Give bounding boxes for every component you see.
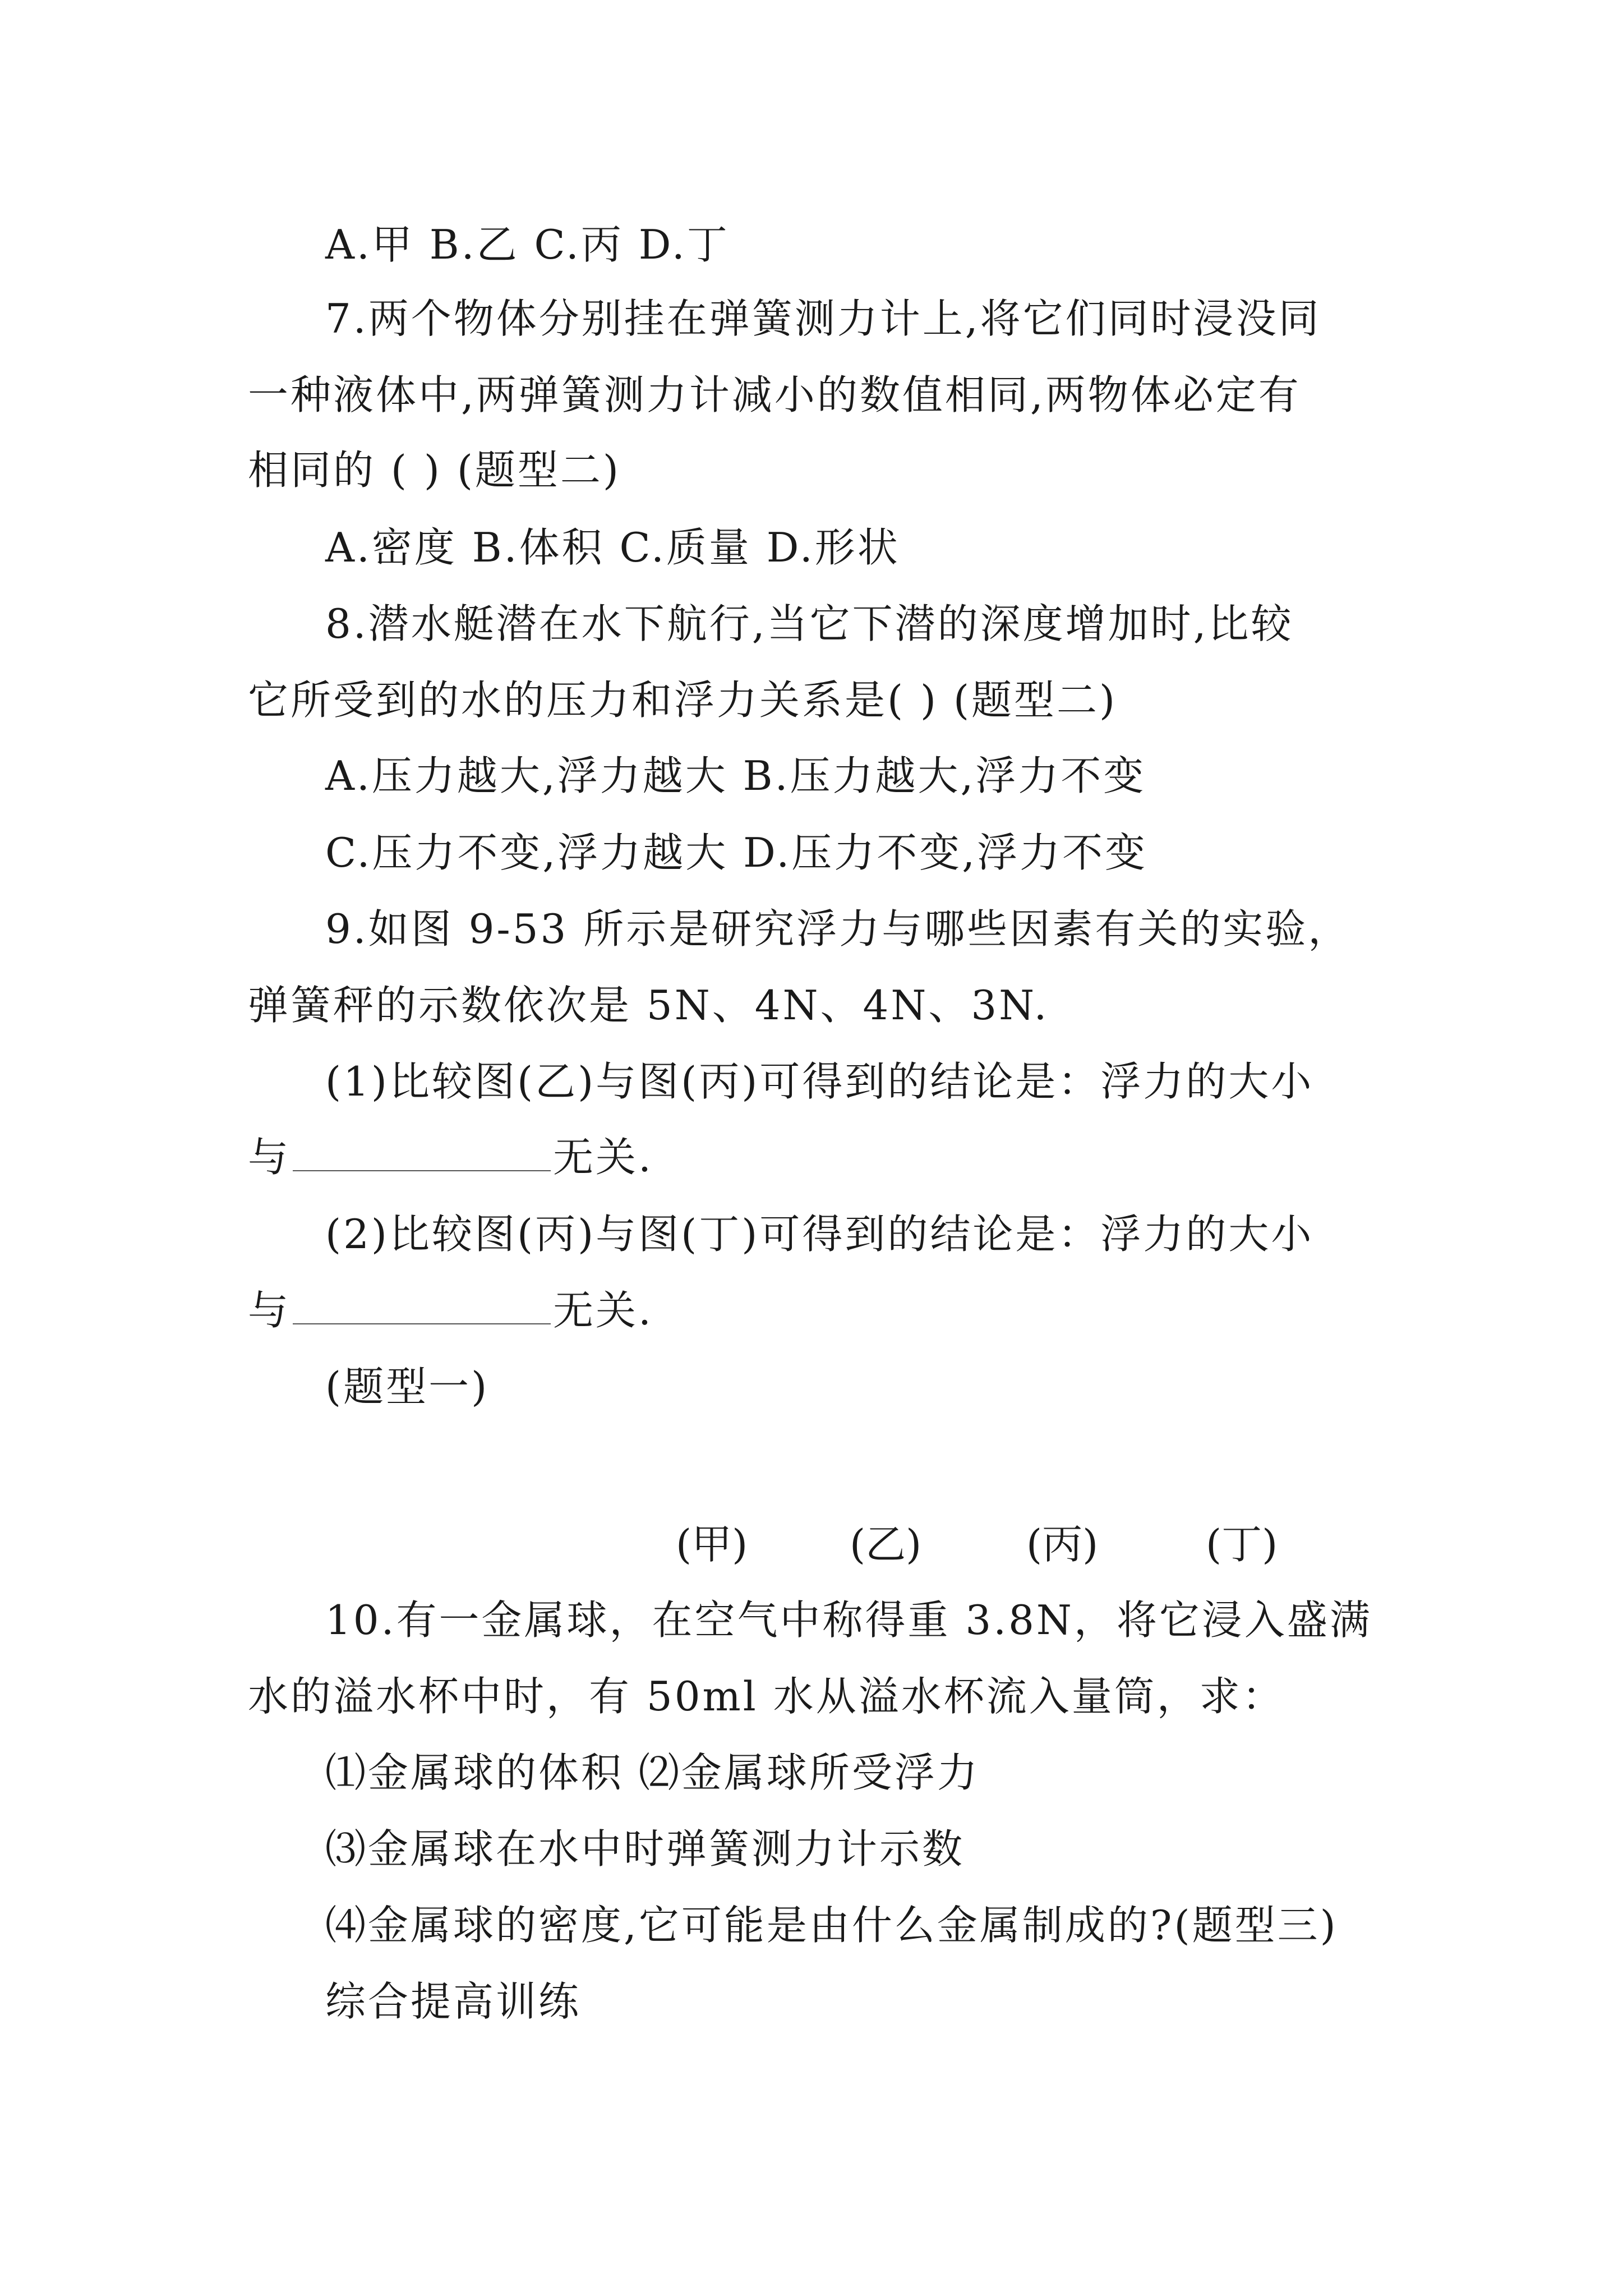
q8-stem-line2: 它所受到的水的压力和浮力关系是( ) (题型二) bbox=[248, 677, 1118, 724]
q8-options-ab: A.压力越大,浮力越大 B.压力越大,浮力不变 bbox=[325, 752, 1146, 799]
section-heading: 综合提高训练 bbox=[325, 1978, 582, 2025]
q7-options: A.密度 B.体积 C.质量 D.形状 bbox=[325, 524, 900, 571]
q10-part4: ⑷金属球的密度,它可能是由什么金属制成的?(题型三) bbox=[325, 1902, 1338, 1949]
q9-part1-line1: (1)比较图(乙)与图(丙)可得到的结论是：浮力的大小 bbox=[325, 1058, 1314, 1105]
figure-label-ding: (丁) bbox=[1206, 1521, 1278, 1568]
q10-stem-line2: 水的溢水杯中时，有 50ml 水从溢水杯流入量筒，求： bbox=[248, 1673, 1285, 1720]
q7-stem-line1: 7.两个物体分别挂在弹簧测力计上,将它们同时浸没同 bbox=[325, 295, 1321, 342]
q9-part2-line2 bbox=[248, 1283, 653, 1337]
q10-part3: ⑶金属球在水中时弹簧测力计示数 bbox=[325, 1825, 965, 1872]
q8-stem-line1: 8.潜水艇潜在水下航行,当它下潜的深度增加时,比较 bbox=[325, 600, 1294, 647]
q9-stem-line1: 9.如图 9-53 所示是研究浮力与哪些因素有关的实验， bbox=[325, 905, 1351, 953]
q7-stem-line2: 一种液体中,两弹簧测力计减小的数值相同,两物体必定有 bbox=[248, 371, 1301, 418]
q9-stem-line2: 弹簧秤的示数依次是 5N、4N、4N、3N. bbox=[248, 982, 1049, 1029]
figure-label-jia: (甲) bbox=[676, 1521, 748, 1568]
q7-stem-line3: 相同的 ( ) (题型二) bbox=[248, 447, 621, 494]
figure-labels bbox=[676, 1517, 1326, 1571]
figure-label-bing: (丙) bbox=[1026, 1521, 1099, 1568]
q9-part1-line2 bbox=[248, 1130, 653, 1184]
q10-part1-2: ⑴金属球的体积 ⑵金属球所受浮力 bbox=[325, 1749, 980, 1796]
q6-options: A.甲 B.乙 C.丙 D.丁 bbox=[325, 221, 730, 268]
q9-part1-suffix: 无关. bbox=[553, 1134, 653, 1181]
q9-part2-suffix: 无关. bbox=[553, 1287, 653, 1334]
q9-question-type: (题型一) bbox=[325, 1363, 490, 1410]
q10-stem-line1: 10.有一金属球，在空气中称得重 3.8N，将它浸入盛满 bbox=[325, 1596, 1372, 1644]
q9-part1-prefix: 与 bbox=[248, 1134, 291, 1181]
answer-blank-2[interactable] bbox=[293, 1287, 551, 1324]
answer-blank-1[interactable] bbox=[293, 1134, 551, 1171]
q9-part2-line1: (2)比较图(丙)与图(丁)可得到的结论是：浮力的大小 bbox=[325, 1211, 1314, 1258]
q8-options-cd: C.压力不变,浮力越大 D.压力不变,浮力不变 bbox=[325, 829, 1148, 876]
q9-part2-prefix: 与 bbox=[248, 1287, 291, 1334]
figure-label-yi: (乙) bbox=[850, 1521, 922, 1568]
